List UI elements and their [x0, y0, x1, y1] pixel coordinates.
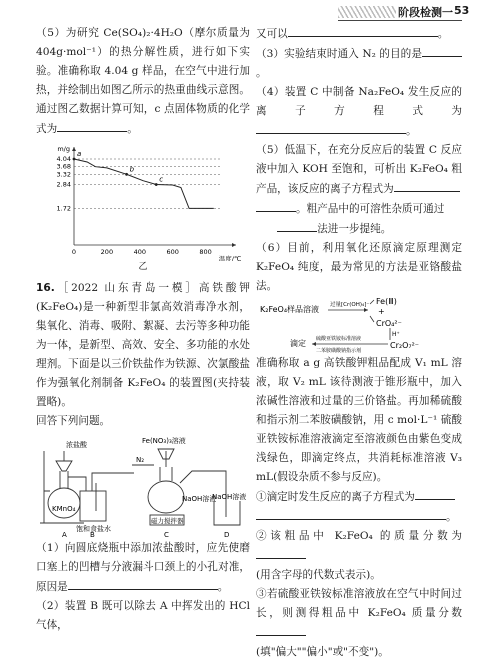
label-n2: N₂	[136, 456, 145, 464]
answer-blank[interactable]	[256, 623, 306, 636]
q16-part6-sub1: ①滴定时发生反应的离子方程式为	[256, 487, 462, 507]
scheme-titrate: 滴定	[290, 339, 306, 348]
point-label-c: c	[159, 175, 164, 184]
thermogram-svg	[36, 141, 250, 261]
q16-part2: （2）装置 B 既可以除去 A 中挥发出的 HCl 气体，	[36, 600, 250, 631]
q16-part5: （5）低温下，在充分反应后的装置 C 反应液中加入 KOH 至饱和，可析出 K₂FeO₄ 粗产品，该反应的离子方程式为	[256, 144, 462, 195]
scheme-cro4: CrO₄²⁻	[376, 319, 402, 328]
scheme-sample: K₂FeO₄样品溶液	[260, 305, 320, 314]
q16-part6-sub3: ③若硫酸亚铁铵标准溶液放在空气中时间过长，则测得粗品中 K₂FeO₄ 质量分数	[256, 585, 462, 643]
answer-blank[interactable]	[394, 179, 460, 192]
label-C: C	[164, 531, 169, 539]
apparatus-svg	[36, 431, 250, 539]
x-axis-arrow	[232, 243, 236, 247]
y-tick-label: 4.04	[56, 155, 71, 163]
label-fe: Fe(NO₃)₃溶液	[142, 437, 186, 445]
point-label-b: b	[129, 165, 135, 174]
answer-blank[interactable]	[288, 24, 438, 37]
q16-part6-sub2: ②该粗品中 K₂FeO₄ 的质量分数为	[256, 527, 462, 566]
q16-stem: 16.［2022 山东青岛一模］高铁酸钾(K₂FeO₄)是一种新型非氯高效消毒净水剂，集氧化、消毒、吸附、絮凝、去污等多种功能为一体，是新型、高效、安全、多功能的水处理剂。下面是以三价铁盐作为铁源、次氯酸盐作为强氧化剂制备 K₂FeO₄ 的装置图(夹持装置略)。	[36, 282, 250, 408]
point-c	[155, 183, 158, 186]
page-number: 53	[454, 4, 470, 17]
mass-curve	[74, 159, 214, 208]
q16-part6-body: 准确称取 a g 高铁酸钾粗品配成 V₁ mL 溶液，取 V₂ mL 该待测液于锥形瓶中，加入浓碱性溶液和过量的三价铬盐。再加稀硫酸和指示剂二苯胺磺酸钠，用 c mol·L⁻¹ 硫酸亚铁铵标准溶液滴定至溶液颜色由紫色变成浅绿色，即滴定终点，共消耗标准溶液 V₃ mL(假设杂质不参与反应)。	[256, 357, 462, 483]
y-tick-label: 1.72	[56, 204, 71, 213]
label-D: D	[224, 531, 230, 539]
label-kmno4: KMnO₄	[52, 505, 76, 513]
q16-part3: （3）实验结束时通入 N₂ 的目的是。	[256, 44, 462, 83]
answer-blank[interactable]	[68, 577, 218, 590]
q16-part4: （4）装置 C 中制备 Na₂FeO₄ 发生反应的离子方程式为。	[256, 86, 462, 137]
scheme-over: 过量[Cr(OH)₄]⁻	[330, 302, 370, 308]
answer-blank[interactable]	[57, 119, 127, 132]
q16-prompt: 回答下列问题。	[36, 415, 111, 427]
y-tick-label: 2.84	[56, 180, 71, 189]
answer-blank[interactable]	[256, 546, 306, 559]
y-axis-label: m/g	[57, 145, 70, 153]
section-title: 阶段检测一	[398, 6, 453, 19]
y-tick-label: 3.68	[56, 162, 71, 171]
q16-part6-sub3b: (填"偏大""偏小"或"不变")。	[256, 646, 389, 658]
point-a	[73, 158, 76, 161]
scheme-fe: Fe(Ⅲ)	[376, 297, 397, 306]
scheme-plus: +	[378, 307, 385, 316]
label-nacl: 饱和食盐水	[76, 525, 111, 533]
x-axis-label: 温度/℃	[218, 255, 242, 261]
x-tick-label: 800	[199, 248, 212, 256]
scheme-ind2: 二苯胺磺酸钠指示剂	[316, 348, 362, 354]
thermogram-chart	[36, 141, 250, 261]
q16-part2-cont: 又可以 。	[256, 24, 462, 44]
header-stripes	[338, 6, 396, 18]
answer-blank[interactable]	[256, 199, 296, 212]
header-rule	[338, 20, 462, 21]
scheme-h: H⁺	[392, 331, 400, 338]
x-tick-label: 600	[166, 248, 179, 256]
y-tick-label: 3.32	[56, 170, 71, 179]
answer-blank[interactable]	[422, 44, 462, 57]
label-stirrer: 磁力搅拌器	[151, 517, 184, 525]
y-axis-arrow	[72, 147, 76, 151]
q16-part6-sub2b: (用含字母的代数式表示)。	[256, 569, 381, 581]
answer-blank[interactable]	[415, 487, 455, 500]
answer-blank[interactable]	[256, 121, 406, 134]
q16-part6-sub1-cont: 。	[256, 507, 462, 527]
answer-blank[interactable]	[256, 507, 446, 520]
label-naoh1: NaOH溶液	[182, 495, 217, 503]
label-A: A	[62, 531, 67, 539]
scheme-ind1: 硫酸亚铁铵标准溶液	[316, 336, 362, 342]
label-hcl: 浓盐酸	[66, 441, 87, 449]
right-column	[256, 24, 462, 662]
label-B: B	[90, 531, 95, 539]
x-tick-label: 200	[100, 248, 114, 256]
left-column	[36, 24, 250, 635]
answer-blank[interactable]	[277, 219, 317, 232]
q16-part6: （6）目前，利用氧化还原滴定原理测定 K₂FeO₄ 纯度，最为常见的方法是亚铬酸盐法。	[256, 242, 462, 292]
x-tick-label: 0	[71, 248, 77, 256]
point-label-a: a	[77, 150, 82, 158]
q16-part1: （1）向圆底烧瓶中添加浓盐酸时，应先使磨口塞上的凹槽与分液漏斗口颈上的小孔对准，原因是 。	[36, 542, 250, 593]
scheme-svg	[256, 296, 462, 354]
chart-caption: 乙	[138, 262, 148, 272]
x-tick-label: 400	[133, 248, 146, 256]
q16-part5c: 法进一步提纯。	[256, 219, 462, 239]
q16-part5b: 。粗产品中的可溶性杂质可通过	[256, 199, 462, 219]
apparatus-diagram	[36, 431, 250, 539]
point-b	[125, 173, 128, 176]
titration-scheme	[256, 296, 462, 354]
label-naoh2: NaOH溶液	[212, 493, 247, 501]
scheme-cr2o7: Cr₂O₇²⁻	[390, 341, 420, 350]
q15-part5: （5）为研究 Ce(SO₄)₂·4H₂O（摩尔质量为 404g·mol⁻¹）的热分解性质，进行如下实验。准确称取 4.04 g 样品，在空气中进行加热，并绘制出如图乙所示的热重曲线示意图。通过图乙数据计算可知，c 点固体物质的化学式为 。	[36, 27, 250, 135]
